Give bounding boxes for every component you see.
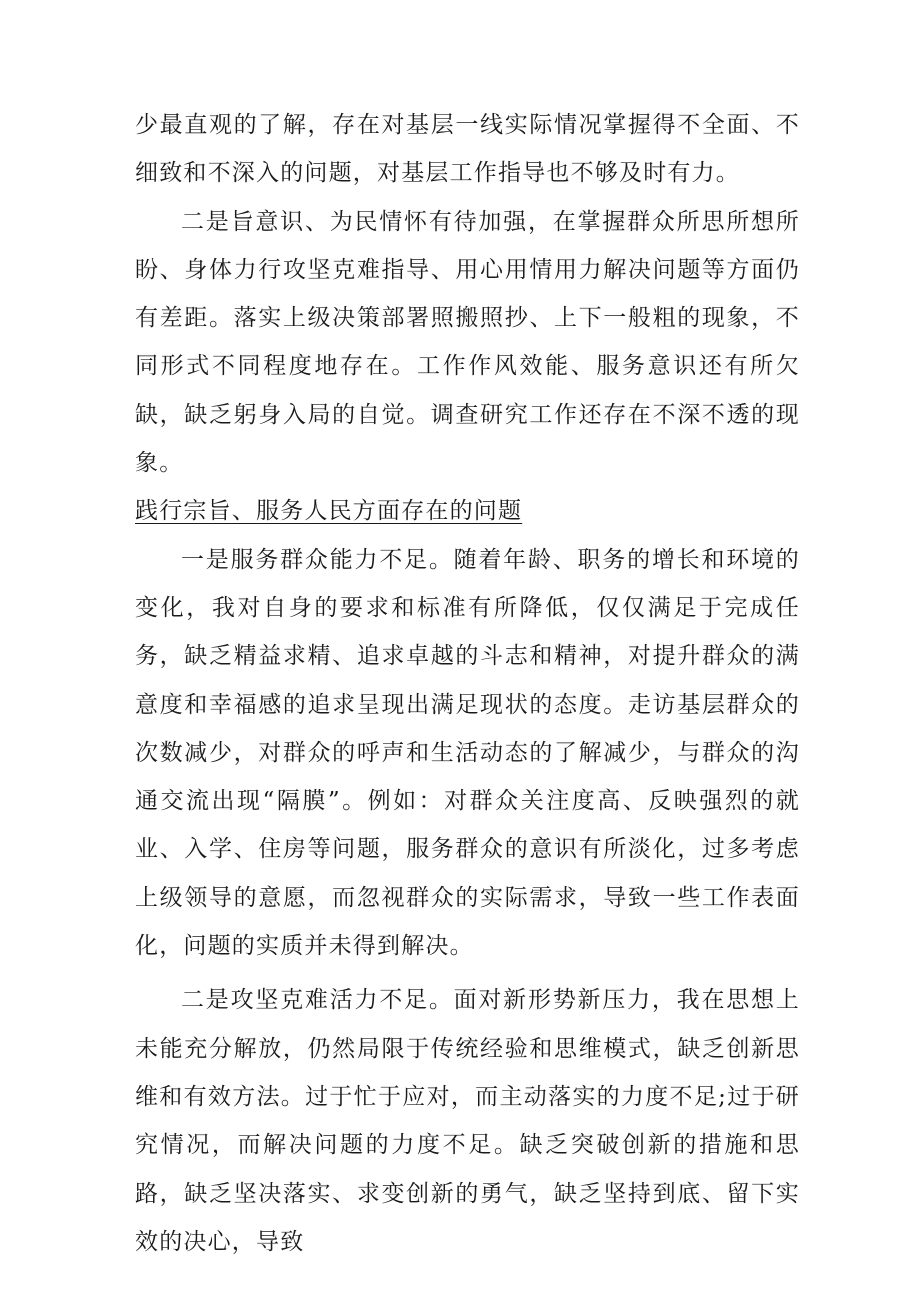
paragraph-point-one-service: 一是服务群众能力不足。随着年龄、职务的增长和环境的变化，我对自身的要求和标准有所降低，仅仅满足于完成任务，缺乏精益求精、追求卓越的斗志和精神，对提升群众的满意度和幸福感的追求呈现出满足现状的态度。走访基层群众的次数减少，对群众的呼声和生活动态的了解减少，与群众的沟通交流出现“隔膜”。例如：对群众关注度高、反映强烈的就业、入学、住房等问题，服务群众的意识有所淡化，过多考虑上级领导的意愿，而忽视群众的实际需求，导致一些工作表面化，问题的实质并未得到解决。 [135,546,800,960]
paragraph-point-two-awareness: 二是旨意识、为民情怀有待加强，在掌握群众所思所想所盼、身体力行攻坚克难指导、用心用情用力解决问题等方面仍有差距。落实上级决策部署照搬照抄、上下一般粗的现象，不同形式不同程度地存在。工作作风效能、服务意识还有所欠缺，缺乏躬身入局的自觉。调查研究工作还存在不深不透的现象。 [135,208,800,477]
document-body [135,101,800,1266]
paragraph-point-two-challenges: 二是攻坚克难活力不足。面对新形势新压力，我在思想上未能充分解放，仍然局限于传统经验和思维模式，缺乏创新思维和有效方法。过于忙于应对，而主动落实的力度不足;过于研究情况，而解决问题的力度不足。缺乏突破创新的措施和思路，缺乏坚决落实、求变创新的勇气，缺乏坚持到底、留下实效的决心，导致 [135,987,800,1255]
paragraph-continuation: 少最直观的了解，存在对基层一线实际情况掌握得不全面、不细致和不深入的问题，对基层工作指导也不够及时有力。 [135,112,800,187]
section-heading: 践行宗旨、服务人民方面存在的问题 [135,498,523,525]
